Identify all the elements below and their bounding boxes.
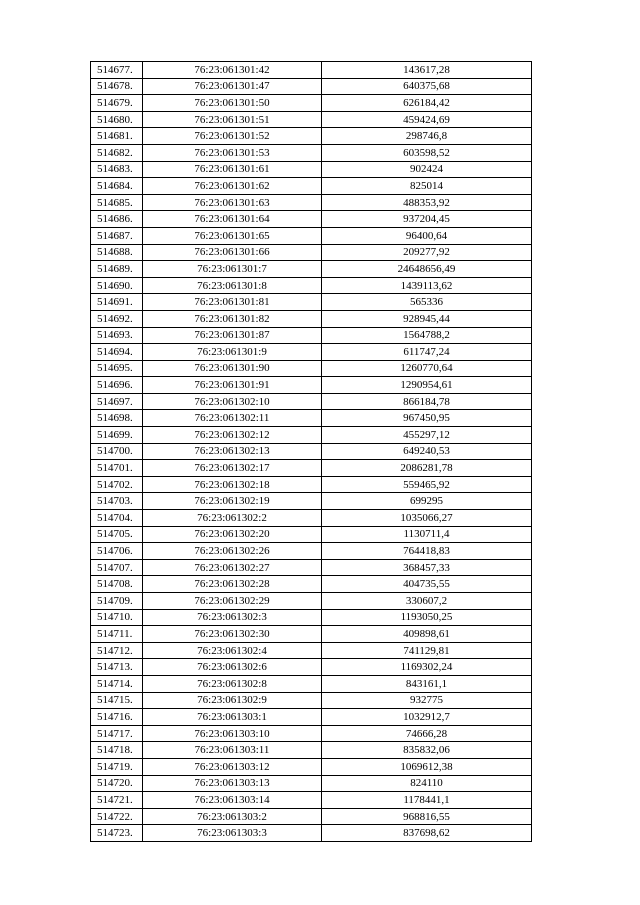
row-number-cell: 514700.: [91, 443, 143, 460]
row-number-cell: 514707.: [91, 559, 143, 576]
table-row: [91, 626, 532, 643]
cadastral-value-cell: 96400,64: [322, 227, 532, 244]
table-row: [91, 111, 532, 128]
cadastral-value-cell: 1035066,27: [322, 510, 532, 527]
cadastral-number-cell: 76:23:061302:30: [143, 626, 322, 643]
cadastral-number-cell: 76:23:061303:14: [143, 792, 322, 809]
cadastral-value-cell: 1032912,7: [322, 709, 532, 726]
cadastral-number-cell: 76:23:061301:53: [143, 144, 322, 161]
cadastral-number-cell: 76:23:061302:17: [143, 460, 322, 477]
table-row: [91, 825, 532, 842]
row-number-cell: 514723.: [91, 825, 143, 842]
row-number-cell: 514678.: [91, 78, 143, 95]
cadastral-value-cell: 143617,28: [322, 62, 532, 79]
row-number-cell: 514696.: [91, 377, 143, 394]
row-number-cell: 514720.: [91, 775, 143, 792]
row-number-cell: 514699.: [91, 427, 143, 444]
cadastral-number-cell: 76:23:061302:20: [143, 526, 322, 543]
table-row: [91, 659, 532, 676]
cadastral-value-cell: 824110: [322, 775, 532, 792]
cadastral-value-cell: 459424,69: [322, 111, 532, 128]
cadastral-value-cell: 902424: [322, 161, 532, 178]
table-row: [91, 327, 532, 344]
cadastral-value-cell: 1260770,64: [322, 360, 532, 377]
cadastral-number-cell: 76:23:061302:27: [143, 559, 322, 576]
row-number-cell: 514685.: [91, 194, 143, 211]
table-row: [91, 692, 532, 709]
cadastral-number-cell: 76:23:061301:61: [143, 161, 322, 178]
cadastral-number-cell: 76:23:061301:91: [143, 377, 322, 394]
table-row: [91, 675, 532, 692]
cadastral-value-cell: 626184,42: [322, 95, 532, 112]
cadastral-value-cell: 937204,45: [322, 211, 532, 228]
cadastral-value-cell: 488353,92: [322, 194, 532, 211]
table-row: [91, 360, 532, 377]
row-number-cell: 514718.: [91, 742, 143, 759]
cadastral-value-cell: 837698,62: [322, 825, 532, 842]
table-row: [91, 427, 532, 444]
cadastral-number-cell: 76:23:061303:1: [143, 709, 322, 726]
cadastral-number-cell: 76:23:061301:50: [143, 95, 322, 112]
table-row: [91, 460, 532, 477]
row-number-cell: 514714.: [91, 675, 143, 692]
table-row: [91, 227, 532, 244]
table-row: [91, 62, 532, 79]
row-number-cell: 514679.: [91, 95, 143, 112]
table-row: [91, 277, 532, 294]
cadastral-number-cell: 76:23:061302:26: [143, 543, 322, 560]
cadastral-value-cell: 404735,55: [322, 576, 532, 593]
cadastral-number-cell: 76:23:061301:87: [143, 327, 322, 344]
row-number-cell: 514698.: [91, 410, 143, 427]
cadastral-number-cell: 76:23:061303:10: [143, 725, 322, 742]
cadastral-number-cell: 76:23:061302:28: [143, 576, 322, 593]
cadastral-value-cell: 928945,44: [322, 310, 532, 327]
cadastral-number-cell: 76:23:061302:18: [143, 476, 322, 493]
table-row: [91, 443, 532, 460]
cadastral-value-cell: 74666,28: [322, 725, 532, 742]
cadastral-value-cell: 24648656,49: [322, 261, 532, 278]
row-number-cell: 514702.: [91, 476, 143, 493]
row-number-cell: 514694.: [91, 344, 143, 361]
row-number-cell: 514695.: [91, 360, 143, 377]
cadastral-value-cell: 1178441,1: [322, 792, 532, 809]
cadastral-number-cell: 76:23:061303:3: [143, 825, 322, 842]
cadastral-value-cell: 2086281,78: [322, 460, 532, 477]
table-row: [91, 476, 532, 493]
table-row: [91, 310, 532, 327]
row-number-cell: 514693.: [91, 327, 143, 344]
table-row: [91, 775, 532, 792]
cadastral-value-cell: 209277,92: [322, 244, 532, 261]
cadastral-number-cell: 76:23:061301:8: [143, 277, 322, 294]
table-row: [91, 758, 532, 775]
cadastral-value-cell: 649240,53: [322, 443, 532, 460]
row-number-cell: 514690.: [91, 277, 143, 294]
cadastral-value-cell: 866184,78: [322, 393, 532, 410]
row-number-cell: 514712.: [91, 642, 143, 659]
cadastral-value-cell: 825014: [322, 178, 532, 195]
cadastral-number-cell: 76:23:061302:9: [143, 692, 322, 709]
row-number-cell: 514705.: [91, 526, 143, 543]
cadastral-number-cell: 76:23:061302:19: [143, 493, 322, 510]
cadastral-value-cell: 298746,8: [322, 128, 532, 145]
table-row: [91, 78, 532, 95]
cadastral-number-cell: 76:23:061302:13: [143, 443, 322, 460]
table-row: [91, 709, 532, 726]
table-row: [91, 609, 532, 626]
table-row: [91, 194, 532, 211]
cadastral-value-cell: 835832,06: [322, 742, 532, 759]
table-row: [91, 543, 532, 560]
table-row: [91, 178, 532, 195]
cadastral-value-cell: 1290954,61: [322, 377, 532, 394]
table-row: [91, 211, 532, 228]
row-number-cell: 514681.: [91, 128, 143, 145]
cadastral-value-cell: 1564788,2: [322, 327, 532, 344]
cadastral-value-cell: 932775: [322, 692, 532, 709]
cadastral-value-cell: 409898,61: [322, 626, 532, 643]
cadastral-number-cell: 76:23:061302:3: [143, 609, 322, 626]
cadastral-value-cell: 640375,68: [322, 78, 532, 95]
cadastral-number-cell: 76:23:061301:66: [143, 244, 322, 261]
row-number-cell: 514689.: [91, 261, 143, 278]
cadastral-number-cell: 76:23:061302:8: [143, 675, 322, 692]
table-row: [91, 144, 532, 161]
cadastral-value-cell: 699295: [322, 493, 532, 510]
row-number-cell: 514703.: [91, 493, 143, 510]
cadastral-number-cell: 76:23:061302:29: [143, 593, 322, 610]
table-row: [91, 95, 532, 112]
cadastral-number-cell: 76:23:061302:10: [143, 393, 322, 410]
table-row: [91, 261, 532, 278]
cadastral-number-cell: 76:23:061303:12: [143, 758, 322, 775]
cadastral-number-cell: 76:23:061302:6: [143, 659, 322, 676]
table-row: [91, 493, 532, 510]
table-row: [91, 410, 532, 427]
table-row: [91, 161, 532, 178]
row-number-cell: 514708.: [91, 576, 143, 593]
cadastral-value-cell: 1439113,62: [322, 277, 532, 294]
cadastral-value-cell: 330607,2: [322, 593, 532, 610]
cadastral-value-cell: 1130711,4: [322, 526, 532, 543]
table-row: [91, 526, 532, 543]
row-number-cell: 514721.: [91, 792, 143, 809]
cadastral-number-cell: 76:23:061303:11: [143, 742, 322, 759]
cadastral-number-cell: 76:23:061301:52: [143, 128, 322, 145]
cadastral-number-cell: 76:23:061302:12: [143, 427, 322, 444]
row-number-cell: 514719.: [91, 758, 143, 775]
row-number-cell: 514677.: [91, 62, 143, 79]
row-number-cell: 514680.: [91, 111, 143, 128]
cadastral-value-cell: 1193050,25: [322, 609, 532, 626]
row-number-cell: 514715.: [91, 692, 143, 709]
row-number-cell: 514711.: [91, 626, 143, 643]
cadastral-number-cell: 76:23:061302:4: [143, 642, 322, 659]
cadastral-value-cell: 603598,52: [322, 144, 532, 161]
cadastral-number-cell: 76:23:061302:11: [143, 410, 322, 427]
cadastral-number-cell: 76:23:061301:63: [143, 194, 322, 211]
cadastral-value-cell: 1069612,38: [322, 758, 532, 775]
row-number-cell: 514706.: [91, 543, 143, 560]
table-row: [91, 725, 532, 742]
row-number-cell: 514722.: [91, 808, 143, 825]
table-row: [91, 128, 532, 145]
table-row: [91, 393, 532, 410]
cadastral-value-cell: 764418,83: [322, 543, 532, 560]
row-number-cell: 514682.: [91, 144, 143, 161]
cadastral-value-cell: 741129,81: [322, 642, 532, 659]
cadastral-number-cell: 76:23:061302:2: [143, 510, 322, 527]
table-row: [91, 642, 532, 659]
table-row: [91, 792, 532, 809]
table-row: [91, 593, 532, 610]
cadastral-number-cell: 76:23:061301:42: [143, 62, 322, 79]
cadastral-number-cell: 76:23:061301:64: [143, 211, 322, 228]
cadastral-value-cell: 611747,24: [322, 344, 532, 361]
table-row: [91, 808, 532, 825]
row-number-cell: 514701.: [91, 460, 143, 477]
row-number-cell: 514716.: [91, 709, 143, 726]
cadastral-number-cell: 76:23:061301:81: [143, 294, 322, 311]
row-number-cell: 514709.: [91, 593, 143, 610]
table-row: [91, 742, 532, 759]
cadastral-value-cell: 1169302,24: [322, 659, 532, 676]
cadastral-value-cell: 559465,92: [322, 476, 532, 493]
cadastral-number-cell: 76:23:061303:2: [143, 808, 322, 825]
cadastral-value-cell: 455297,12: [322, 427, 532, 444]
table-row: [91, 244, 532, 261]
row-number-cell: 514692.: [91, 310, 143, 327]
row-number-cell: 514704.: [91, 510, 143, 527]
row-number-cell: 514688.: [91, 244, 143, 261]
row-number-cell: 514717.: [91, 725, 143, 742]
table-row: [91, 377, 532, 394]
table-row: [91, 344, 532, 361]
cadastral-value-table: [90, 61, 532, 842]
table-row: [91, 510, 532, 527]
cadastral-number-cell: 76:23:061301:62: [143, 178, 322, 195]
cadastral-number-cell: 76:23:061301:7: [143, 261, 322, 278]
cadastral-value-cell: 968816,55: [322, 808, 532, 825]
table-body: [91, 62, 532, 842]
cadastral-value-cell: 967450,95: [322, 410, 532, 427]
table-row: [91, 559, 532, 576]
row-number-cell: 514691.: [91, 294, 143, 311]
cadastral-number-cell: 76:23:061301:65: [143, 227, 322, 244]
cadastral-value-cell: 565336: [322, 294, 532, 311]
row-number-cell: 514686.: [91, 211, 143, 228]
cadastral-number-cell: 76:23:061303:13: [143, 775, 322, 792]
table-row: [91, 576, 532, 593]
row-number-cell: 514710.: [91, 609, 143, 626]
cadastral-number-cell: 76:23:061301:51: [143, 111, 322, 128]
cadastral-number-cell: 76:23:061301:90: [143, 360, 322, 377]
cadastral-value-cell: 843161,1: [322, 675, 532, 692]
row-number-cell: 514713.: [91, 659, 143, 676]
table-row: [91, 294, 532, 311]
cadastral-number-cell: 76:23:061301:9: [143, 344, 322, 361]
row-number-cell: 514687.: [91, 227, 143, 244]
cadastral-number-cell: 76:23:061301:82: [143, 310, 322, 327]
row-number-cell: 514697.: [91, 393, 143, 410]
cadastral-value-cell: 368457,33: [322, 559, 532, 576]
row-number-cell: 514683.: [91, 161, 143, 178]
cadastral-number-cell: 76:23:061301:47: [143, 78, 322, 95]
row-number-cell: 514684.: [91, 178, 143, 195]
